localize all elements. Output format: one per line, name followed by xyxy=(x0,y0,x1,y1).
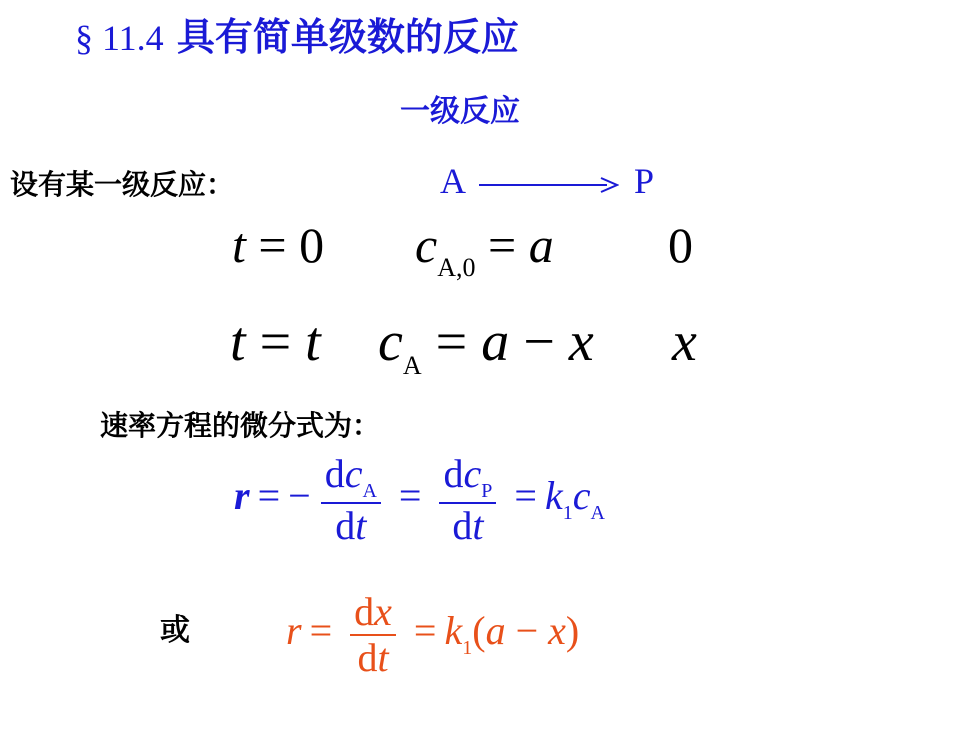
row-tt-concentration: $c_A = a - x$ xyxy=(378,311,594,380)
fraction-dcP-dt: $\frac{dc_P}{dt}$ xyxy=(439,452,496,548)
subtitle: 一级反应 xyxy=(400,94,520,129)
rate-equation-2: r = $\frac{dx}{dt}$ = $k_1(a - x)$ xyxy=(286,589,580,680)
row-t0-x: 0 xyxy=(668,217,693,273)
reaction-arrow-icon xyxy=(479,175,619,195)
rate-equation-1: r = − $\frac{dc_A}{dt}$ = $\frac{dc_P}{dt}$ = $k_1c_A$ xyxy=(234,451,605,548)
row-tt-x: x xyxy=(672,311,697,373)
fraction-dcA-dt: $\frac{dc_A}{dt}$ xyxy=(321,452,381,548)
reactant-label: A xyxy=(440,161,465,201)
section-number: § 11.4 xyxy=(75,18,164,58)
row-t0-concentration: $c_{A,0} = a$ xyxy=(415,217,554,282)
page-title xyxy=(75,6,519,61)
row-tt-time: t = t xyxy=(230,311,321,373)
title-text: 具有简单级数的反应 xyxy=(176,15,519,59)
product-label: P xyxy=(634,161,655,201)
intro-text: 设有某一级反应： xyxy=(10,168,235,201)
fraction-dx-dt: $\frac{dx}{dt}$ xyxy=(350,590,396,680)
reaction-equation xyxy=(440,160,654,202)
rate-equation-label: 速率方程的微分式为： xyxy=(100,409,381,442)
row-t0-time: t = 0 xyxy=(232,217,325,273)
or-label: 或 xyxy=(160,613,190,648)
